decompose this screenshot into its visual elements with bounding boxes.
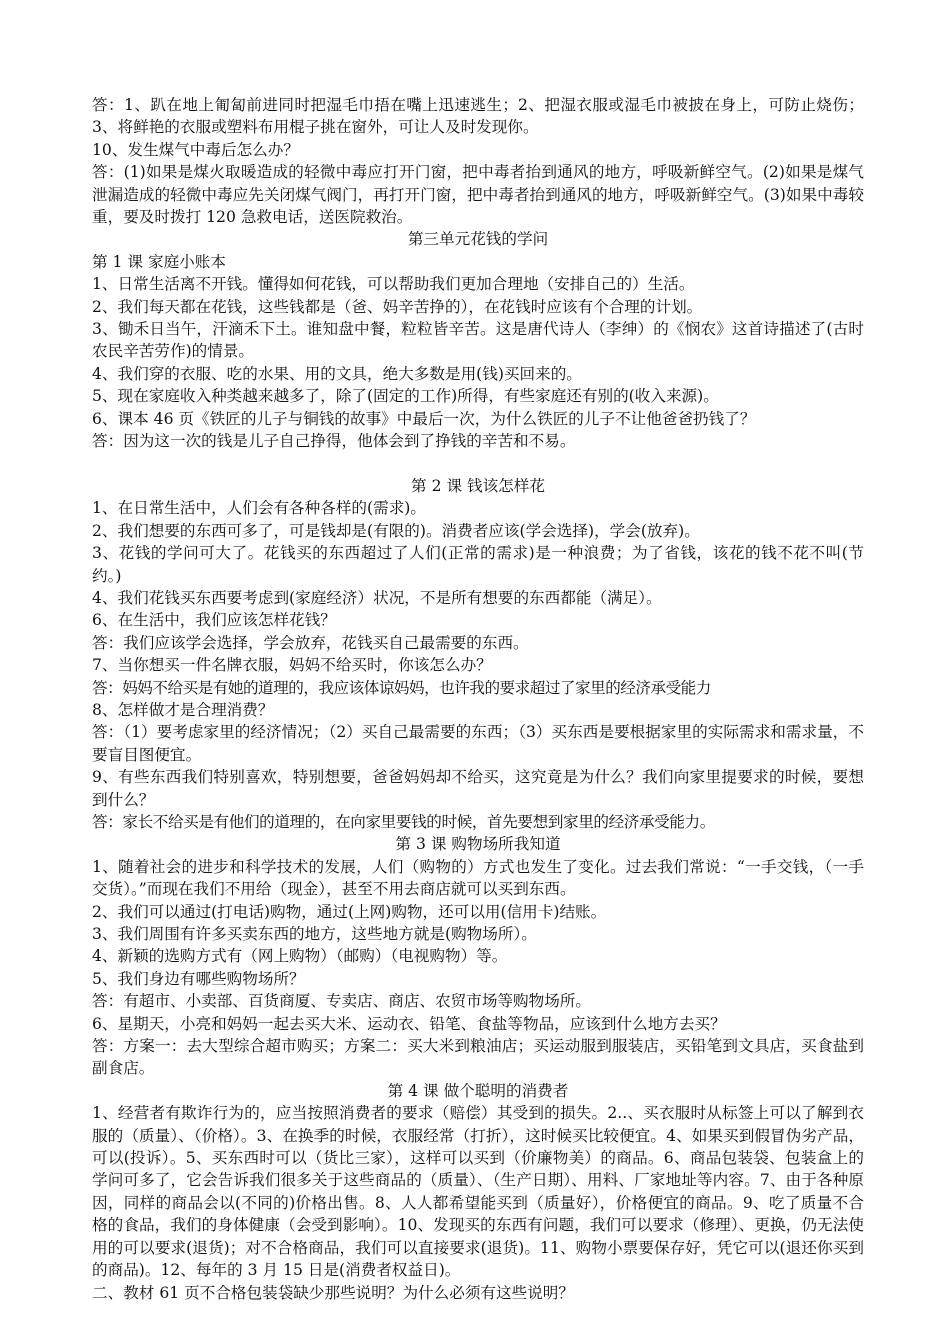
lesson-1-item: 5、现在家庭收入种类越来越多了，除了(固定的工作)所得，有些家庭还有别的(收入来源)。 xyxy=(92,387,719,406)
lesson-2-item: 6、在生活中，我们应该怎样花钱？ xyxy=(92,611,336,630)
document-page xyxy=(92,94,864,1304)
lesson-1-item: 答：因为这一次的钱是儿子自己挣得，他体会到了挣钱的辛苦和不易。 xyxy=(92,432,576,451)
lesson-1-title: 第 1 课 家庭小账本 xyxy=(92,252,226,271)
lesson-3-item: 2、我们可以通过(打电话)购物，通过(上网)购物，还可以用(信用卡)结账。 xyxy=(92,902,607,921)
lesson-3-item: 1、随着社会的进步和科学技术的发展，人们（购物的）方式也发生了变化。过去我们常说：“一手交钱，（一手交货）。”而现在我们不用给（现金），甚至不用去商店就可以买到东西。 xyxy=(92,857,864,899)
lesson-3-item: 5、我们身边有哪些购物场所？ xyxy=(92,969,305,988)
answer-escape-fire: 答：1、趴在地上匍匐前进同时把湿毛巾捂在嘴上迅速逃生；2、把湿衣服或湿毛巾被披在身上，可防止烧伤；3、将鲜艳的衣服或塑料布用棍子挑在窗外，可让人及时发现你。 xyxy=(92,96,864,137)
lesson-1-item: 2、我们每天都在花钱，这些钱都是（爸、妈辛苦挣的），在花钱时应该有个合理的计划。 xyxy=(92,297,703,316)
blank-line xyxy=(92,453,864,475)
lesson-3-item: 答：方案一：去大型综合超市购买；方案二：买大米到粮油店；买运动服到服装店，买铅笔到文具店，买食盐到副食店。 xyxy=(92,1037,864,1078)
question-gas-poisoning: 10、发生煤气中毒后怎么办？ xyxy=(92,140,299,159)
lesson-2-item: 8、怎样做才是合理消费？ xyxy=(92,700,274,719)
lesson-2-item: 3、花钱的学问可大了。花钱买的东西超过了人们(正常的需求)是一种浪费；为了省钱，该花的钱不花不叫(节约。) xyxy=(92,544,864,585)
lesson-2-title: 第 2 课 钱该怎样花 xyxy=(411,476,545,495)
lesson-2-item: 答：家长不给买是有他们的道理的，在向家里要钱的时候，首先要想到家里的经济承受能力。 xyxy=(92,812,715,831)
lesson-3-item: 答：有超市、小卖部、百货商厦、专卖店、商店、农贸市场等购物场所。 xyxy=(92,992,592,1011)
lesson-2-item: 答：（1）要考虑家里的经济情况；（2）买自己最需要的东西；（3）买东西是要根据家里的实际需求和需求量，不要盲目图便宜。 xyxy=(92,723,864,764)
lesson-2-item: 2、我们想要的东西可多了，可是钱却是(有限的)。消费者应该(学会选择)，学会(放弃)。 xyxy=(92,521,700,540)
lesson-4-title: 第 4 课 做个聪明的消费者 xyxy=(387,1081,569,1100)
answer-gas-poisoning: 答：(1)如果是煤火取暖造成的轻微中毒应打开门窗，把中毒者抬到通风的地方，呼吸新鲜空气。(2)如果是煤气泄漏造成的轻微中毒应先关闭煤气阀门，再打开门窗，把中毒者抬到通风的地方，呼吸新鲜空气。(3)如果中毒较重，要及时拨打 120 急救电话，送医院救治。 xyxy=(92,163,864,227)
lesson-1-item: 6、课本 46 页《铁匠的儿子与铜钱的故事》中最后一次，为什么铁匠的儿子不让他爸爸扔钱了？ xyxy=(92,409,756,428)
unit-title: 第三单元花钱的学问 xyxy=(407,230,549,249)
lesson-3-title: 第 3 课 购物场所我知道 xyxy=(395,835,561,854)
lesson-2-item: 答：妈妈不给买是有她的道理的，我应该体谅妈妈，也许我的要求超过了家里的经济承受能力 xyxy=(92,678,711,697)
lesson-1-item: 4、我们穿的衣服、吃的水果、用的文具，绝大多数是用(钱)买回来的。 xyxy=(92,364,582,383)
lesson-3-item: 4、新颖的选购方式有（网上购物）（邮购）（电视购物）等。 xyxy=(92,947,508,966)
lesson-3-item: 3、我们周围有许多买卖东西的地方，这些地方就是(购物场所）。 xyxy=(92,925,537,944)
lesson-1-item: 3、锄禾日当午，汗滴禾下土。谁知盘中餐，粒粒皆辛苦。这是唐代诗人（李绅）的《悯农》这首诗描述了(古时农民辛苦劳作)的情景。 xyxy=(92,320,864,361)
lesson-4-paragraph: 1、经营者有欺诈行为的，应当按照消费者的要求（赔偿）其受到的损失。2..、买衣服时从标签上可以了解到衣服的（质量）、（价格）。3、在换季的时候，衣服经常（打折），这时候买比较便宜。4、如果买到假冒伪劣产品，可以(投诉）。5、买东西时可以（货比三家），这样可以买到（价廉物美）的商品。6、商品包装袋、包装盒上的学问可多了，它会告诉我们很多关于这些商品的（质量）、（生产日期）、用料、厂家地址等内容。7、由于各种原因，同样的商品会以(不同的)价格出售。8、人人都希望能买到（质量好），价格便宜的商品。9、吃了质量不合格的食品，我们的身体健康（会受到影响）。10、发现买的东西有问题，我们可以要求（修理）、更换，仍无法使用的可以要求(退货)；对不合格商品，我们可以直接要求(退货)。11、购物小票要保存好，凭它可以(退还你买到的商品)。12、每年的 3 月 15 日是(消费者权益日)。 xyxy=(92,1104,864,1280)
lesson-3-item: 6、星期天，小亮和妈妈一起去买大米、运动衣、铅笔、食盐等物品，应该到什么地方去买？ xyxy=(92,1014,726,1033)
lesson-2-item: 4、我们花钱买东西要考虑到(家庭经济）状况，不是所有想要的东西都能（满足）。 xyxy=(92,588,662,607)
lesson-2-item: 7、当你想买一件名牌衣服，妈妈不给买时，你该怎么办？ xyxy=(92,656,492,675)
lesson-2-item: 1、在日常生活中，人们会有各种各样的(需求)。 xyxy=(92,499,426,518)
lesson-2-item: 9、有些东西我们特别喜欢，特别想要，爸爸妈妈却不给买，这究竟是为什么？我们向家里提要求的时候，要想到什么？ xyxy=(92,768,864,809)
lesson-4-question: 二、教材 61 页不合格包装袋缺少那些说明？为什么必须有这些说明？ xyxy=(92,1283,574,1302)
lesson-1-item: 1、日常生活离不开钱。懂得如何花钱，可以帮助我们更加合理地（安排自己的）生活。 xyxy=(92,275,695,294)
lesson-2-item: 答：我们应该学会选择，学会放弃，花钱买自己最需要的东西。 xyxy=(92,633,529,652)
